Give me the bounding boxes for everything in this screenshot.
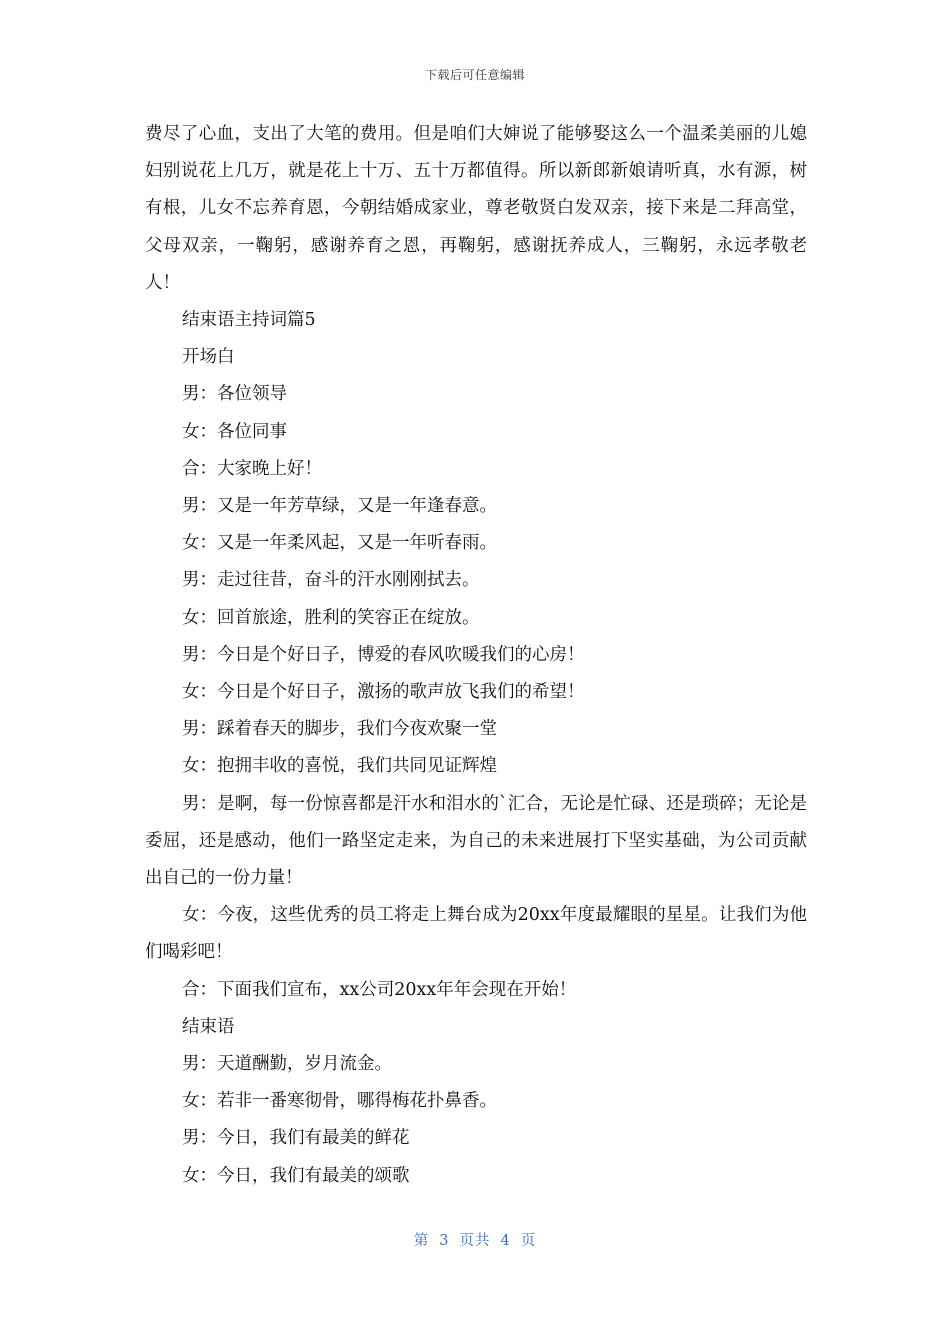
dialogue-line: 女：今日，我们有最美的颂歌 bbox=[182, 1165, 410, 1186]
paragraph: 费尽了心血，支出了大笔的费用。但是咱们大婶说了能够娶这么一个温柔美丽的儿媳妇别说花上几万，就是花上十万、五十万都值得。所以新郎新娘请听真，水有源，树有根，儿女不忘养育恩，今朝结婚成家业，尊老敬贤白发双亲，接下来是二拜高堂，父母双亲，一鞠躬，感谢养育之恩，再鞠躬，感谢抚养成人，三鞠躬，永远孝敬老人！ bbox=[145, 124, 807, 293]
dialogue-line: 女：今夜，这些优秀的员工将走上舞台成为20xx年度最耀眼的星星。让我们为他们喝彩吧！ bbox=[145, 905, 807, 963]
dialogue-line: 女：若非一番寒彻骨，哪得梅花扑鼻香。 bbox=[182, 1091, 497, 1112]
footer-middle: 页共 bbox=[459, 1233, 491, 1249]
dialogue-line: 男：今日，我们有最美的鲜花 bbox=[182, 1128, 410, 1149]
section-heading: 结束语主持词篇5 bbox=[182, 310, 316, 331]
dialogue-line: 男：是啊，每一份惊喜都是汗水和泪水的`汇合，无论是忙碌、还是琐碎；无论是委屈，还是感动，他们一路坚定走来，为自己的未来进展打下坚实基础，为公司贡献出自己的一份力量！ bbox=[145, 793, 807, 889]
dialogue-line: 男：又是一年芳草绿，又是一年逢春意。 bbox=[182, 496, 497, 517]
dialogue-line: 合：下面我们宣布，xx公司20xx年年会现在开始！ bbox=[182, 979, 577, 1000]
dialogue-line: 女：各位同事 bbox=[182, 421, 287, 442]
dialogue-line: 女：今日是个好日子，激扬的歌声放飞我们的希望！ bbox=[182, 682, 585, 703]
footer-page-number: 3 bbox=[439, 1233, 450, 1249]
page-footer bbox=[0, 1229, 950, 1250]
dialogue-line: 合：大家晚上好！ bbox=[182, 458, 322, 479]
dialogue-line: 女：抱拥丰收的喜悦，我们共同见证辉煌 bbox=[182, 756, 497, 777]
dialogue-line: 男：走过往昔，奋斗的汗水刚刚拭去。 bbox=[182, 570, 480, 591]
dialogue-line: 男：各位领导 bbox=[182, 384, 287, 405]
document-body bbox=[145, 116, 807, 1195]
dialogue-line: 女：回首旅途，胜利的笑容正在绽放。 bbox=[182, 607, 480, 628]
dialogue-line: 男：天道酬勤，岁月流金。 bbox=[182, 1054, 392, 1075]
dialogue-line: 女：又是一年柔风起，又是一年听春雨。 bbox=[182, 533, 497, 554]
dialogue-line: 男：踩着春天的脚步，我们今夜欢聚一堂 bbox=[182, 719, 497, 740]
footer-total-pages: 4 bbox=[500, 1233, 511, 1249]
page-header: 下载后可任意编辑 bbox=[424, 68, 525, 82]
subsection-heading: 开场白 bbox=[182, 347, 235, 368]
dialogue-line: 男：今日是个好日子，博爱的春风吹暖我们的心房！ bbox=[182, 644, 585, 665]
footer-prefix: 第 bbox=[413, 1233, 430, 1249]
subsection-heading: 结束语 bbox=[182, 1016, 235, 1037]
footer-suffix: 页 bbox=[520, 1233, 537, 1249]
